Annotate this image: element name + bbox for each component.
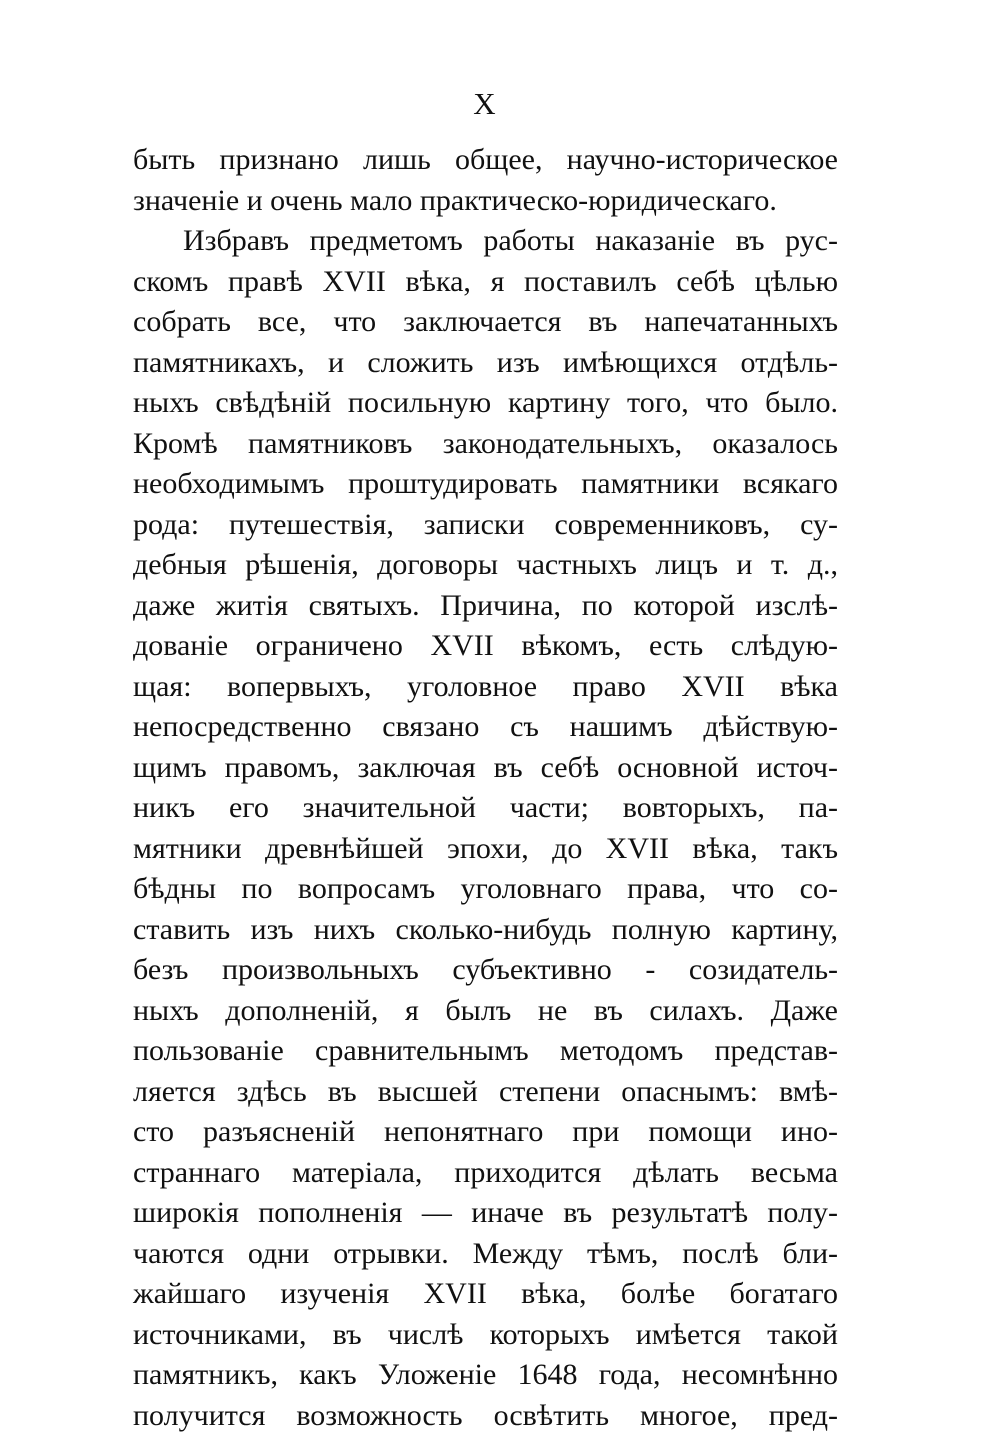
text-line: безъ произвольныхъ субъективно - созидатель- (133, 950, 838, 991)
text-line: необходимымъ проштудировать памятники всякаго (133, 464, 838, 505)
text-line: даже житія святыхъ. Причина, по которой изслѣ- (133, 586, 838, 627)
text-line: пользованіе сравнительнымъ методомъ представ- (133, 1031, 838, 1072)
text-line: памятникъ, какъ Уложеніе 1648 года, несомнѣнно (133, 1355, 838, 1396)
text-line: быть признано лишь общее, научно-историческое (133, 140, 838, 181)
text-line: ляется здѣсь въ высшей степени опаснымъ: вмѣ- (133, 1072, 838, 1113)
text-line: дебныя рѣшенія, договоры частныхъ лицъ и т. д., (133, 545, 838, 586)
text-line: получится возможность освѣтить многое, пред- (133, 1396, 838, 1436)
text-line: ставить изъ нихъ сколько-нибудь полную картину, (133, 910, 838, 951)
text-line: щая: вопервыхъ, уголовное право XVII вѣка (133, 667, 838, 708)
text-line: непосредственно связано съ нашимъ дѣйствую- (133, 707, 838, 748)
page-number: X (0, 84, 970, 124)
text-line: мятники древнѣйшей эпохи, до XVII вѣка, такъ (133, 829, 838, 870)
text-line: дованіе ограничено XVII вѣкомъ, есть слѣдую- (133, 626, 838, 667)
text-line: ныхъ свѣдѣній посильную картину того, что было. (133, 383, 838, 424)
text-line: щимъ правомъ, заключая въ себѣ основной источ- (133, 748, 838, 789)
text-line: памятникахъ, и сложить изъ имѣющихся отдѣль- (133, 343, 838, 384)
text-line: широкія пополненія — иначе въ результатѣ полу- (133, 1193, 838, 1234)
text-line: бѣдны по вопросамъ уголовнаго права, что со- (133, 869, 838, 910)
text-line: скомъ правѣ XVII вѣка, я поставилъ себѣ цѣлью (133, 262, 838, 303)
text-line: жайшаго изученія XVII вѣка, болѣе богатаго (133, 1274, 838, 1315)
text-line: никъ его значительной части; вовторыхъ, па- (133, 788, 838, 829)
body-text (133, 140, 838, 1436)
text-line: чаются одни отрывки. Между тѣмъ, послѣ бли- (133, 1234, 838, 1275)
text-line: сто разъясненій непонятнаго при помощи ино- (133, 1112, 838, 1153)
text-line: страннаго матеріала, приходится дѣлать весьма (133, 1153, 838, 1194)
text-line: рода: путешествія, записки современниковъ, су- (133, 505, 838, 546)
text-line: значеніе и очень мало практическо-юридическаго. (133, 181, 838, 222)
text-line: Кромѣ памятниковъ законодательныхъ, оказалось (133, 424, 838, 465)
text-line: собрать все, что заключается въ напечатанныхъ (133, 302, 838, 343)
text-line: Избравъ предметомъ работы наказаніе въ рус- (133, 221, 838, 262)
text-line: ныхъ дополненій, я былъ не въ силахъ. Даже (133, 991, 838, 1032)
text-line: источниками, въ числѣ которыхъ имѣется такой (133, 1315, 838, 1356)
